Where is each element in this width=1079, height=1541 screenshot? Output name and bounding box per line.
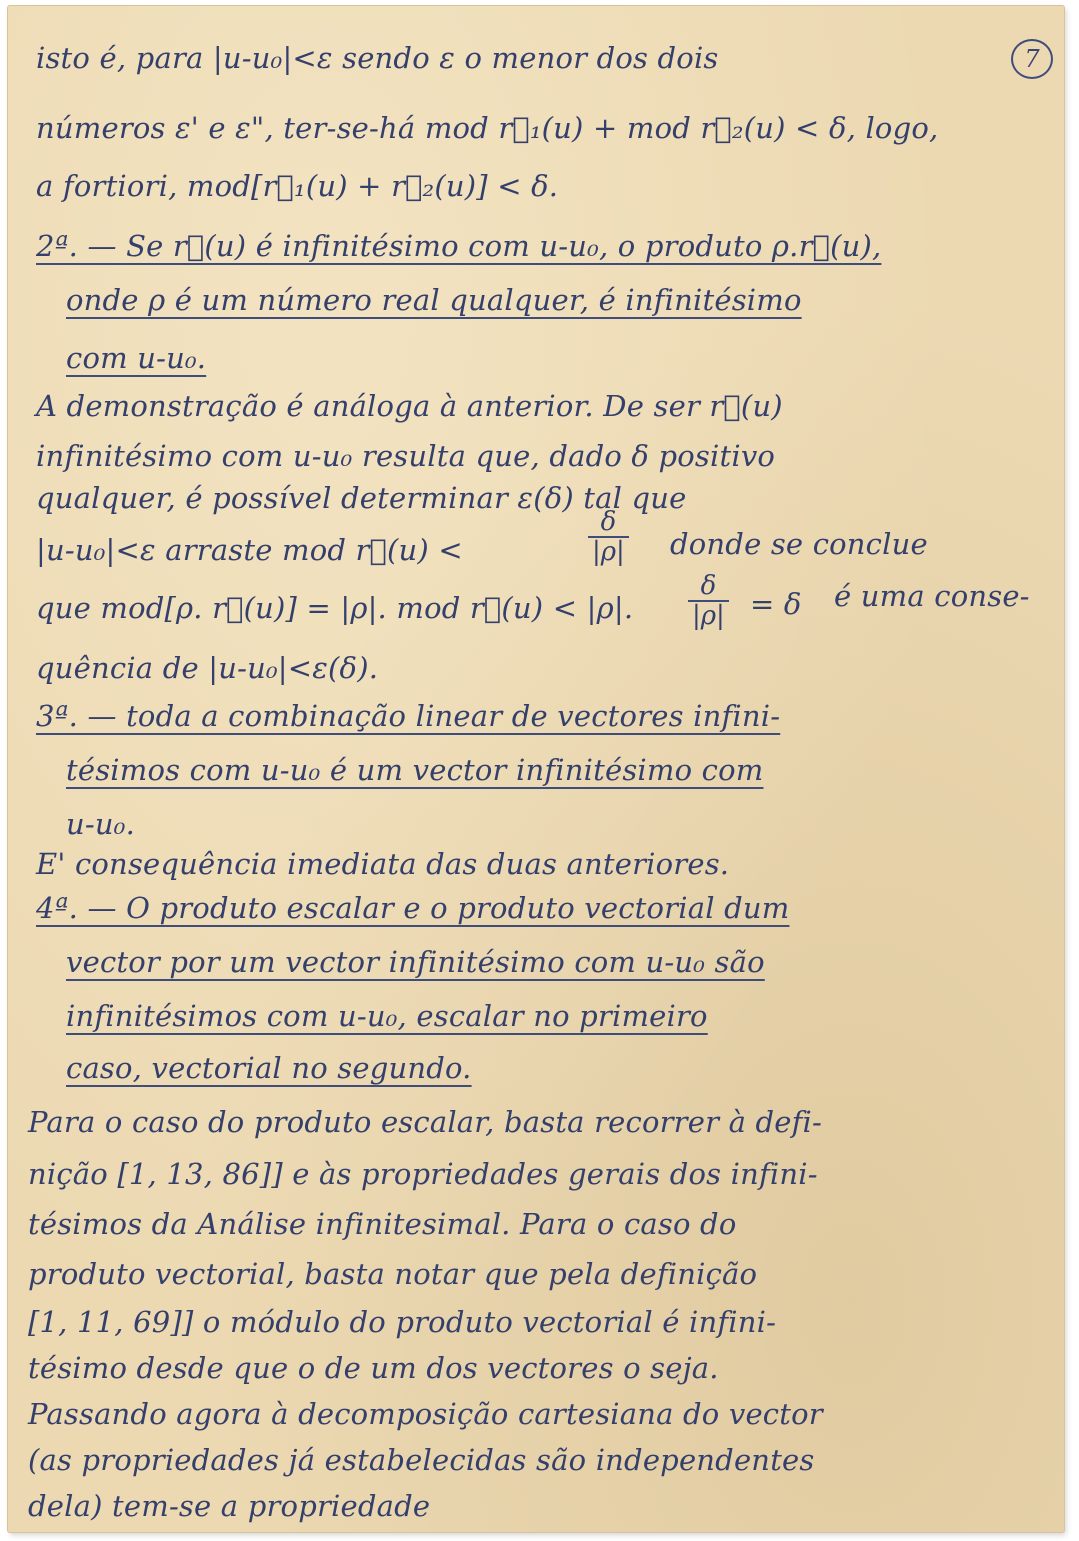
- fraction-2-denominator: |ρ|: [692, 601, 725, 631]
- fraction-equals-delta: = δ: [750, 587, 802, 621]
- property-2-line-2: onde ρ é um número real qualquer, é infinitésimo: [66, 283, 802, 317]
- text-line-3: a fortiori, mod[r⃗₁(u) + r⃗₂(u)] < δ.: [36, 169, 559, 203]
- text-line-12: quência de |u-u₀|<ε(δ).: [36, 651, 379, 685]
- fraction-2-numerator: δ: [688, 572, 729, 602]
- text-line-29: dela) tem-se a propriedade: [28, 1489, 431, 1523]
- text-line-2: números ε' e ε", ter-se-há mod r⃗₁(u) + mod r⃗₂(u) < δ, logo,: [36, 111, 939, 145]
- manuscript-page: [8, 6, 1064, 1532]
- text-line-7: A demonstração é análoga à anterior. De ser r⃗(u): [36, 389, 783, 423]
- text-line-26: tésimo desde que o de um dos vectores o seja.: [28, 1351, 719, 1385]
- text-line-23: tésimos da Análise infinitesimal. Para o caso do: [28, 1207, 737, 1241]
- text-line-16: E' consequência imediata das duas anteriores.: [36, 847, 730, 881]
- text-line-10a: |u-u₀|<ε arraste mod r⃗(u) <: [36, 533, 463, 567]
- text-line-28: (as propriedades já estabelecidas são independentes: [28, 1443, 815, 1477]
- property-4-line-4: caso, vectorial no segundo.: [66, 1051, 472, 1085]
- property-3-heading: 3ª. — toda a combinação linear de vectores infini-: [36, 699, 781, 733]
- text-line-8: infinitésimo com u-u₀ resulta que, dado δ positivo: [36, 439, 776, 473]
- fraction-delta-over-rho-2: [688, 572, 729, 630]
- page-number: 7: [1011, 39, 1053, 79]
- fraction-1-numerator: δ: [588, 508, 629, 538]
- property-2-line-3: com u-u₀.: [66, 341, 207, 375]
- fraction-delta-over-rho-1: [588, 508, 629, 566]
- text-line-9: qualquer, é possível determinar ε(δ) tal que: [36, 481, 687, 515]
- text-line-10b: donde se conclue: [670, 527, 928, 561]
- text-line-25: [1, 11, 69]] o módulo do produto vectorial é infini-: [28, 1305, 777, 1339]
- text-line-21: Para o caso do produto escalar, basta recorrer à defi-: [28, 1105, 823, 1139]
- property-4-line-2: vector por um vector infinitésimo com u-u₀ são: [66, 945, 765, 979]
- text-line-24: produto vectorial, basta notar que pela definição: [28, 1257, 758, 1291]
- fraction-1-denominator: |ρ|: [592, 537, 625, 567]
- text-line-22: nição [1, 13, 86]] e às propriedades gerais dos infini-: [28, 1157, 818, 1191]
- property-3-line-3: u-u₀.: [66, 807, 135, 841]
- property-3-line-2: tésimos com u-u₀ é um vector infinitésimo com: [66, 753, 764, 787]
- text-line-27: Passando agora à decomposição cartesiana do vector: [28, 1397, 823, 1431]
- text-line-11a: que mod[ρ. r⃗(u)] = |ρ|. mod r⃗(u) < |ρ|.: [36, 591, 634, 625]
- text-line-11b: é uma conse-: [834, 579, 1030, 613]
- text-line-1: isto é, para |u-u₀|<ε sendo ε o menor dos dois: [36, 41, 719, 75]
- property-4-heading: 4ª. — O produto escalar e o produto vectorial dum: [36, 891, 790, 925]
- property-4-line-3: infinitésimos com u-u₀, escalar no primeiro: [66, 999, 708, 1033]
- property-2-heading: 2ª. — Se r⃗(u) é infinitésimo com u-u₀, o produto ρ.r⃗(u),: [36, 229, 882, 263]
